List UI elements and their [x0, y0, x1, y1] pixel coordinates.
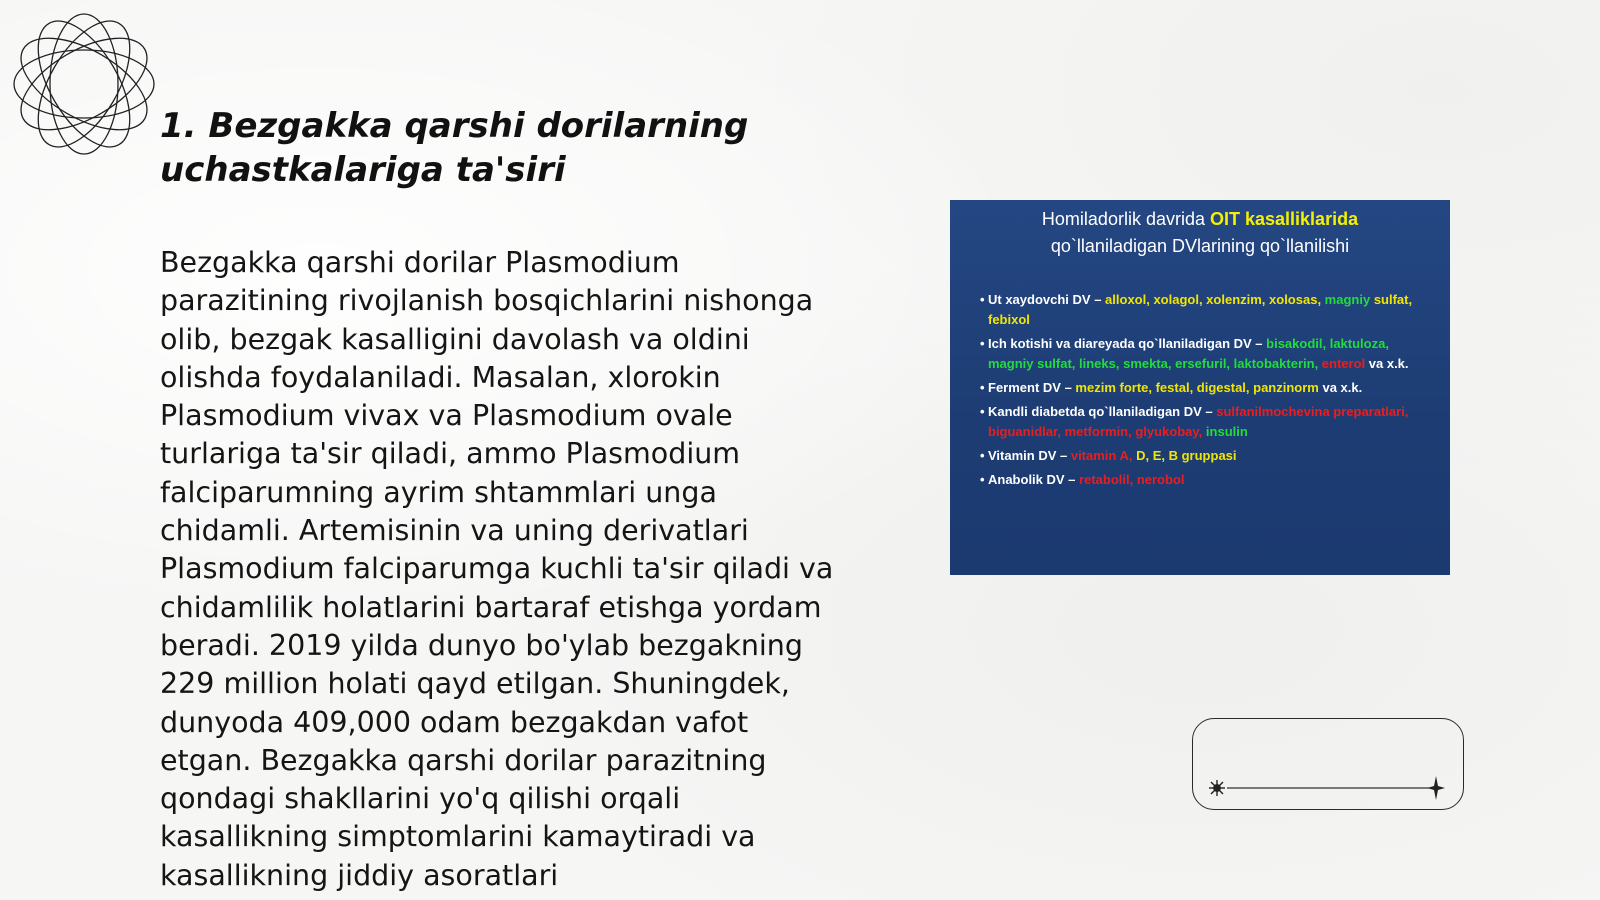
orbit-rings-logo: [10, 10, 158, 158]
slide-item-diabetes: [980, 402, 1426, 442]
slide-item-etc: va x.k.: [1365, 356, 1409, 371]
sparkle-icon: [1427, 776, 1445, 800]
slide-item-drugs: sulfanilmochevina preparatlari, biguanidlar, metformin, glyukobay,: [988, 404, 1409, 439]
body-paragraph: Bezgakka qarshi dorilar Plasmodium parazitining rivojlanish bosqichlarini nishonga olib, bezgak kasalligini davolash va oldini olishda foydalaniladi. Masalan, xlorokin Plasmodium vivax va Plasmodium ovale turlariga ta'sir qiladi, ammo Plasmodium falciparumning ayrim shtammlari unga chidamli. Artemisinin va uning derivatlari Plasmodium falciparumga kuchli ta'sir qiladi va chidamlilik holatlarini bartaraf etishga yordam beradi. 2019 yilda dunyo bo'ylab bezgakning 229 million holati qayd etilgan. Shuningdek, dunyoda 409,000 odam bezgakdan vafot etgan. Bezgakka qarshi dorilar parazitning qondagi shakllarini yo'q qilishi orqali kasallikning simptomlarini kamaytiradi va kasallikning jiddiy asoratlari: [160, 246, 834, 892]
slide-item-etc: va x.k.: [1318, 380, 1363, 395]
slide-item-bile: [980, 290, 1426, 330]
slide-item-drugs-red: vitamin A,: [1070, 448, 1133, 463]
slide-item-label: Ut xaydovchi DV –: [988, 292, 1106, 307]
embedded-slide-image: [950, 200, 1450, 575]
slide-bullet-list: [950, 260, 1450, 490]
decorative-slider-widget: [1192, 718, 1464, 810]
slide-item-label: Ich kotishi va diareyada qo`llaniladigan DV –: [988, 336, 1267, 351]
slide-item-drugs-green: insulin: [1202, 424, 1248, 439]
slide-item-vitamin: [980, 446, 1426, 466]
page-title: [160, 104, 780, 192]
slide-item-label: Ferment DV –: [988, 380, 1076, 395]
slide-item-drugs-2: sulfat, febixol: [988, 292, 1413, 327]
slide-item-drugs-red: enterol: [1318, 356, 1366, 371]
slide-item-enzyme: [980, 378, 1426, 398]
title-line-1: 1. Bezgakka qarshi dorilarning: [160, 106, 749, 146]
slide-item-drugs-green: magniy: [1321, 292, 1371, 307]
slide-item-drugs-red: retabolil, nerobol: [1079, 472, 1185, 487]
slide-item-label: Kandli diabetda qo`llaniladigan DV –: [988, 404, 1217, 419]
slide-item-drugs: alloxol, xolagol, xolenzim, xolosas,: [1105, 292, 1322, 307]
sun-icon: [1209, 780, 1225, 796]
slide-item-label: Anabolik DV –: [988, 472, 1080, 487]
slide-item-laxative: [980, 334, 1426, 374]
slide-item-drugs: bisakodil, laktuloza, magniy sulfat, lineks, smekta, ersefuril, laktobakterin,: [988, 336, 1389, 371]
slide-item-drugs: mezim forte, festal, digestal, panzinorm: [1075, 380, 1319, 395]
slide-title-highlight: OIT kasalliklarida: [1210, 209, 1359, 229]
title-line-2: uchastkalariga ta'siri: [160, 150, 566, 190]
slide-item-drugs: D, E, B gruppasi: [1132, 448, 1237, 463]
slide-title-prefix: Homiladorlik davrida: [1041, 209, 1210, 229]
slide-title-line2: qo`llaniladigan DVlarining qo`llanilishi: [1050, 236, 1350, 256]
slide-title: [950, 200, 1450, 260]
slide-item-anabolic: [980, 470, 1426, 490]
slide-item-label: Vitamin DV –: [988, 448, 1071, 463]
